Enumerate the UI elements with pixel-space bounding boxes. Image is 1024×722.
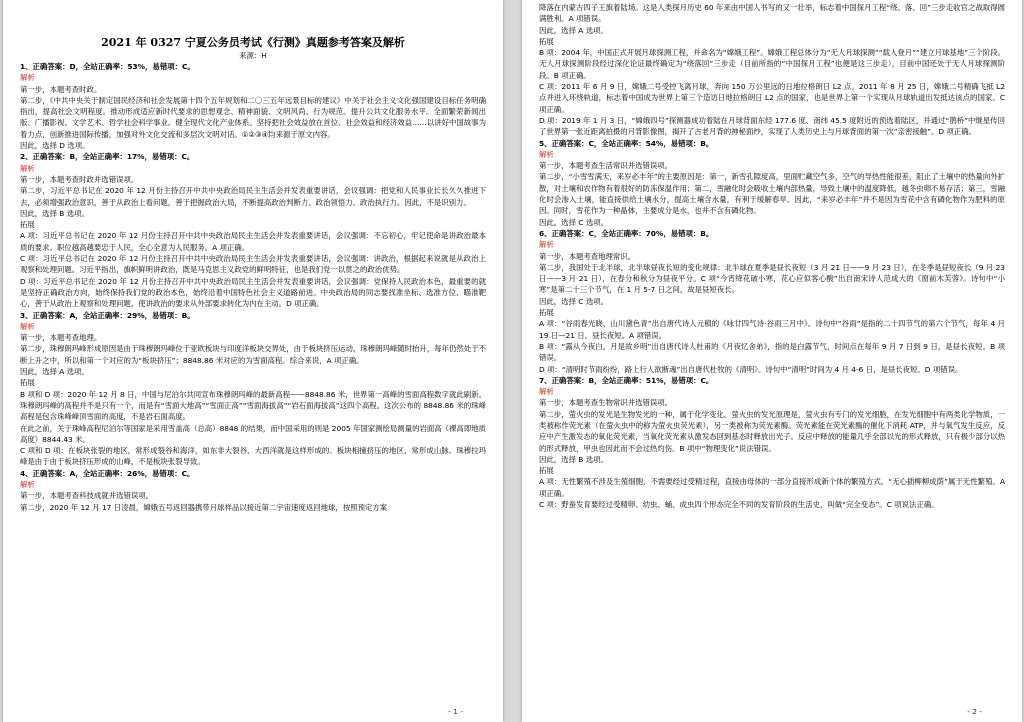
text-line: 降落在内蒙古四子王旗着陆场。这是人类探月历史 60 年来由中国人书写的又一壮举，标志着中国探月工程“绕、落、回”三步走收官之战取得圆满胜利。A 项错误。 xyxy=(539,3,1005,24)
text-line: D 项：“清明时节雨纷纷，路上行人欲断魂”出自唐代杜牧的《清明》。诗句中“清明”时间为 4 月 4-6 日，是昼长夜短。D 项错误。 xyxy=(539,364,963,374)
text-line: 因此，选择 A 选项。 xyxy=(539,25,608,35)
analysis-label: 解析 xyxy=(20,163,35,173)
text-line: D 项：习近平总书记在 2020 年 12 月份主持召开中共中央政治局民主生活会并发表重要讲话，会议强调：党保持人民政治本色，最重要的就是坚持正确政治方向，始终保持我们党的政治本色，始终沿着中国特色社会主义道路前进。中央政治局的同志要找准坐标、选准方位、瞄准靶心，善于从政治上观察和处理问题，使讲政治的要求从外部要求转化为内在主动。D 项正确。 xyxy=(20,276,486,309)
text-line: 在此之前，关于珠峰高程尼泊尔等国家是采用雪盖高（总高）8848 的结果，而中国采用的则是 2005 年国家测绘局测量的岩面高（裸高即地质高度）8844.43 米。 xyxy=(20,423,486,444)
text-line: 第二步，萤火虫的发光是生物发光的一种，属于化学变化。萤火虫的发光原理是，萤火虫有专门的发光细胞，在发光细胞中有两类化学物质，一类被称作荧光素（在萤火虫中的称为萤火虫荧光素），另一类被称为荧光素酶。荧光素能在荧光素酶的催化下消耗 ATP，并与氧气发生反应，反应中产生激发态的氧化荧光素，当氧化荧光素从激发态回到基态时释放出光子。反应中释放的能量几乎全部以光的形式释放，只有极少部分以热的形式释放，甲虫也因此而不会过热灼伤。B 项中“物理变化”说法错误。 xyxy=(539,409,1005,453)
text-line: 因此，选择 C 选项。 xyxy=(539,296,608,306)
text-line: D 项：2019 年 1 月 3 日，“嫦娥四号”探测器成功着陆在月球背面东经 177.6 度、南纬 45.5 度附近的预选着陆区，并通过“鹊桥”中继星传回了世界第一张近距离拍摄的月背影像图，揭开了古老月背的神秘面纱，实现了人类历史上与月球背面的第一次“亲密接触”。D 项正确。 xyxy=(539,115,1005,137)
text-line: 因此，选择 B 选项。 xyxy=(539,454,608,464)
text-line: 第一步，本题考查地理常识。 xyxy=(539,251,636,261)
text-line: 因此，选择 C 选项。 xyxy=(539,217,608,227)
analysis-label: 解析 xyxy=(539,240,554,250)
document-page-2 xyxy=(522,0,1022,722)
analysis-label: 解析 xyxy=(20,73,35,83)
text-line: 拓展 xyxy=(539,466,554,476)
text-line: 第一步，本题考查地理。 xyxy=(20,333,102,343)
text-line: 拓展 xyxy=(539,308,554,318)
page-2-text-body xyxy=(539,2,1005,510)
text-line: B 项：2004 年，中国正式开展月球探测工程，并命名为“嫦娥工程”。嫦娥工程总体分为“无人月球探测”“载人登月”“建立月球基地”三个阶段。无人月球探测阶段经过深化论证最终确定为“绕落回”三步走（目前所指的“中国探月工程”也便是这三步走），目前中国还处于无人月球探测阶段。B 项正确。 xyxy=(539,48,1005,80)
text-line: 第二步，珠穆朗玛峰形成原因是由于珠穆朗玛峰位于亚欧板块与印度洋板块交界处，由于板块挤压运动，珠穆朗玛峰随时抬升，每年仍然处于不断上升之中，所以和第一个对应的为“板块挤压”；8848.86 米对应的为雪面高程。综合来说，A 项正确。 xyxy=(20,344,486,365)
text-line: 第一步，本题考查科技成就并选错误项。 xyxy=(20,491,154,501)
text-line: 拓展 xyxy=(20,220,35,230)
text-line: C 项：2011 年 6 月 9 日，嫦娥二号受控飞离月球，奔向 150 万公里远的日地拉格朗日 L2 点。2011 年 8 月 25 日，嫦娥二号精确飞抵 L2 点并进入环绕轨道，标志着中国成为世界上第三个造访日地拉格朗日 L2 点的国家，也是世界上第一个实现从月球轨道出发抵达该点的国家。C 项正确。 xyxy=(539,82,1005,114)
text-line: B 项：“露从今夜白，月是故乡明”出自唐代诗人杜甫的《月夜忆舍弟》，指的是白露节气，时间点在每年 9 月 7 日到 9 日，是昼长夜短。B 项错误。 xyxy=(539,341,1005,363)
answer-heading: 3、正确答案：A，全站正确率：29%，易错项：B。 xyxy=(20,310,195,320)
text-line: C 项和 D 项：在板块张裂的地区，常形成裂谷和海洋，如东非大裂谷、大西洋就是这样形成的。板块相撞挤压的地区，常形成山脉。珠穆拉玛峰是由于由于板块挤压形成的山峰，不是板块张裂导致。 xyxy=(20,446,486,467)
document-page-1 xyxy=(3,0,503,722)
source-line: 来源：H xyxy=(239,51,267,60)
answer-heading: 6、正确答案：C，全站正确率：70%，易错项：B。 xyxy=(539,228,714,238)
page-1-content xyxy=(20,8,486,513)
text-line: 第一步，本题考查时政。 xyxy=(20,84,102,94)
text-line: 第一步，本题考查时政并选错误项。 xyxy=(20,174,139,184)
text-line: 第二步，“小雪雪满天，来岁必丰年”的主要原因是：第一，新雪孔隙度高，里面贮藏空气多，空气的导热性能很差，阻止了土壤中的热量向外扩散，对土壤和农作物有着很好的防冻保温作用；第二，雪融化时会吸收土壤内部热量，导致土壤中的温度降低，越冬虫卵不易存活；第三，雪融化时会渗入土壤，能直接供给土壤水分，提高土壤含水量，有利于缓解春旱。因此，“来岁必丰年”并不是因为雪花中含有磷化物作为肥料的原因。同时，雪花作为一种晶体，主要成分是水，也并不含有磷化物。 xyxy=(539,172,1005,216)
text-line: 第二步，《中共中央关于制定国民经济和社会发展第十四个五年规划和二〇三五年远景目标的建议》中关于社会主义文化强国建设目标任务明确指出，提高社会文明程度。推动形成适应新时代要求的思想观念、精神面貌、文明风尚、行为规范。提升公共文化服务水平。全面繁荣新闻出版、广播影视、文学艺术、哲学社会科学事业。健全现代文化产业体系。坚持把社会效益放在首位、社会效益和经济效益……以讲好中国故事为着力点，创新推进国际传播，加强对外文化交流和多层次文明对话。①②③④均来源于原文内容。 xyxy=(20,95,486,139)
text-line: 第一步，本题考查生活常识并选错误项。 xyxy=(539,161,673,171)
answer-heading: 4、正确答案：A，全站正确率：26%，易错项：C。 xyxy=(20,468,195,478)
text-line: 第一步，本题考查生物常识并选错误项。 xyxy=(539,398,673,408)
document-title: 2021 年 0327 宁夏公务员考试《行测》真题参考答案及解析 xyxy=(101,36,405,49)
text-line: 第二步，习近平总书记在 2020 年 12 月份主持召开中共中央政治局民主生活会并发表重要讲话，会议强调：把党和人民事业长长久久推进下去，必须增强政治意识，善于从政治上看问题，善于把握政治大局，不断提高政治判断力、政治领悟力、政治执行力。因此，不是识别力。 xyxy=(20,186,486,207)
page-2-content xyxy=(539,2,1005,510)
analysis-label: 解析 xyxy=(539,149,554,159)
answer-heading: 2、正确答案：B，全站正确率：17%，易错项：C。 xyxy=(20,152,195,162)
text-line: B 项和 D 项：2020 年 12 月 8 日，中国与尼泊尔共同宣布珠穆朗玛峰的最新高程——8848.86 米，世界第一高峰的雪面高程数字就此刷新。珠穆朗玛峰的高程并不是只有一个，而是有“雪面大地高”“雪面正高”“雪面海拔高”“岩石面海拔高”这四个高程。这次公布的 8848.86 米的珠峰高程是包含珠峰峰顶雪面的高度，不是岩石面高度。 xyxy=(20,389,486,422)
text-line: 因此，选择 A 选项。 xyxy=(20,367,89,377)
text-line: A 项：习近平总书记在 2020 年 12 月份主持召开中共中央政治局民主生活会并发表重要讲话，会议强调：不忘初心，牢记使命是讲政治最本质的要求。职位越高越要忠于人民，全心全意为人民服务。A 项正确。 xyxy=(20,231,486,252)
page-number: - 2 - xyxy=(967,707,982,716)
page-number: - 1 - xyxy=(448,707,463,716)
text-line: 拓展 xyxy=(539,36,554,46)
text-line: 第二步，我国处于北半球，北半球昼夜长短的变化规律：北半球在夏季是昼长夜短（3 月 21 日——9 月 23 日），在冬季是昼短夜长（9 月 23 日——3 月 21 日），在春分和秋分为昼夜平分。C 项“今宵绛花破小寒，花心应似客心酸”出自南宋诗人范成大的《窗前木芙蓉》。诗句中“小寒”是第二十三个节气，在 1 月 5-7 日之间，故是昼短夜长。 xyxy=(539,262,1005,295)
text-line: A 项：无性繁殖不涉及生殖细胞，不需要经过受精过程，直接由母体的一部分直接形成新个体的繁殖方式。“无心插柳柳成荫”属于无性繁殖。A 项正确。 xyxy=(539,477,1005,498)
text-line: 拓展 xyxy=(20,378,35,388)
text-line: C 项：习近平总书记在 2020 年 12 月份主持召开中共中央政治局民主生活会并发表重要讲话，会议强调：讲政治，根据起来说就是从政治上观察和处理问题。习近平指出，旗帜鲜明讲政治，既是马克思主义政党的鲜明特征，也是我们党一以贯之的政治优势。 xyxy=(20,254,486,275)
answer-heading: 7、正确答案：B，全站正确率：51%，易错项：C。 xyxy=(539,375,714,385)
analysis-label: 解析 xyxy=(20,321,35,331)
text-line: C 项：野蚕发育要经过受精卵、幼虫、蛹、成虫四个形态完全不同的发育阶段的生活史，叫做“完全变态”。C 项说法正确。 xyxy=(539,500,939,510)
page-1-text-body xyxy=(20,61,486,513)
text-line: A 项：“谷雨春光晓，山川黛色青”出自唐代诗人元稹的《咏廿四气诗·谷雨三月中》。诗句中“谷雨”是指的二十四节气的第六个节气，每年 4 月 19 日—21 日，昼长夜短。A 项错误。 xyxy=(539,319,1005,340)
analysis-label: 解析 xyxy=(20,479,35,489)
text-line: 因此，选择 D 选项。 xyxy=(20,141,90,151)
text-line: 第二步，2020 年 12 月 17 日凌晨，嫦娥五号返回器携带月球样品以接近第二宇宙速度返回地球，按照预定方案 xyxy=(20,502,388,512)
analysis-label: 解析 xyxy=(539,387,554,397)
answer-heading: 1、正确答案：D，全站正确率：53%，易错项：C。 xyxy=(20,62,195,71)
answer-heading: 5、正确答案：C，全站正确率：54%，易错项：B。 xyxy=(539,138,714,148)
text-line: 因此，选择 B 选项。 xyxy=(20,208,89,218)
